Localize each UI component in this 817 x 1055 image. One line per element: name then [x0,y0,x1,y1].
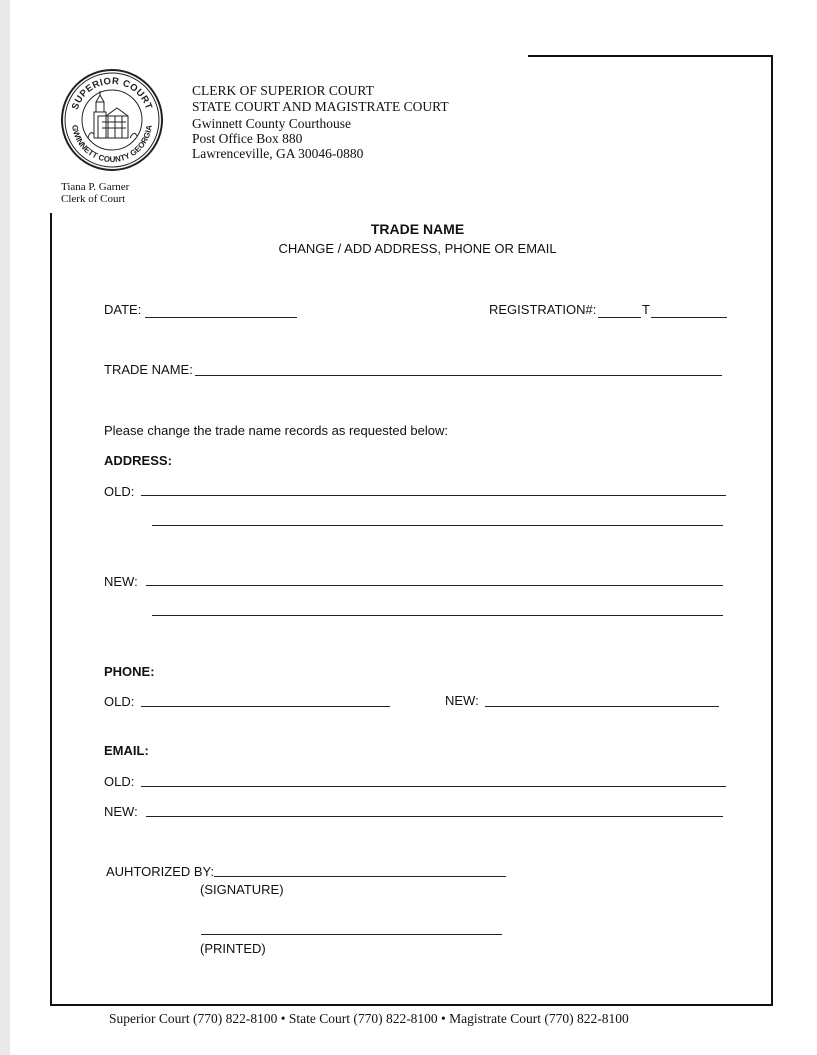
phone-heading: PHONE: [104,664,155,679]
registration-prefix: T [642,302,650,317]
date-label: DATE: [104,302,142,317]
address-old-field-2[interactable] [152,511,723,526]
address-old-label: OLD: [104,484,135,499]
phone-new-field[interactable] [485,692,719,707]
clerk-name: Tiana P. Garner [61,181,130,193]
signature-field[interactable] [214,862,506,877]
form-subtitle: CHANGE / ADD ADDRESS, PHONE OR EMAIL [278,241,557,256]
address-old-field-1[interactable] [141,481,726,496]
frame-right-line [771,55,773,1005]
clerk-title: Clerk of Court [61,193,126,205]
scan-edge [0,0,10,1055]
address-heading: ADDRESS: [104,453,172,468]
registration-field-part-2[interactable] [651,303,727,318]
trade-name-label: TRADE NAME: [104,362,193,377]
court-seal [60,68,164,172]
printed-caption: (PRINTED) [200,941,266,956]
seal-top-text: SUPERIOR COURT [69,75,155,112]
printed-name-field[interactable] [201,920,502,935]
authorized-by-label: AUHTORIZED BY: [106,864,215,879]
date-field[interactable] [145,303,297,318]
registration-label: REGISTRATION#: [489,302,597,317]
phone-old-label: OLD: [104,694,135,709]
phone-old-field[interactable] [141,692,390,707]
email-new-label: NEW: [104,804,138,819]
email-heading: EMAIL: [104,743,149,758]
court-name-line-1: CLERK OF SUPERIOR COURT [192,83,374,98]
instructions-text: Please change the trade name records as requested below: [104,423,448,438]
city-state-zip: Lawrenceville, GA 30046-0880 [192,146,364,161]
registration-field-part-1[interactable] [598,303,641,318]
address-new-field-1[interactable] [146,571,723,586]
trade-name-field[interactable] [195,361,722,376]
court-name-line-2: STATE COURT AND MAGISTRATE COURT [192,99,449,114]
form-title: TRADE NAME [370,221,465,237]
phone-new-label: NEW: [445,693,479,708]
footer-phone-numbers: Superior Court (770) 822-8100 • State Court (770) 822-8100 • Magistrate Court (770) 822-8100 [109,1011,629,1026]
frame-top-line [528,55,773,57]
courthouse-icon [88,91,137,138]
frame-left-line [50,213,52,1006]
email-new-field[interactable] [146,802,723,817]
email-old-label: OLD: [104,774,135,789]
signature-caption: (SIGNATURE) [200,882,284,897]
frame-bottom-line [50,1004,773,1006]
po-box: Post Office Box 880 [192,131,303,146]
seal-bottom-text: GWINNETT COUNTY GEORGIA [70,124,154,165]
email-old-field[interactable] [141,772,726,787]
address-new-field-2[interactable] [152,601,723,616]
courthouse-name: Gwinnett County Courthouse [192,116,351,131]
address-new-label: NEW: [104,574,138,589]
